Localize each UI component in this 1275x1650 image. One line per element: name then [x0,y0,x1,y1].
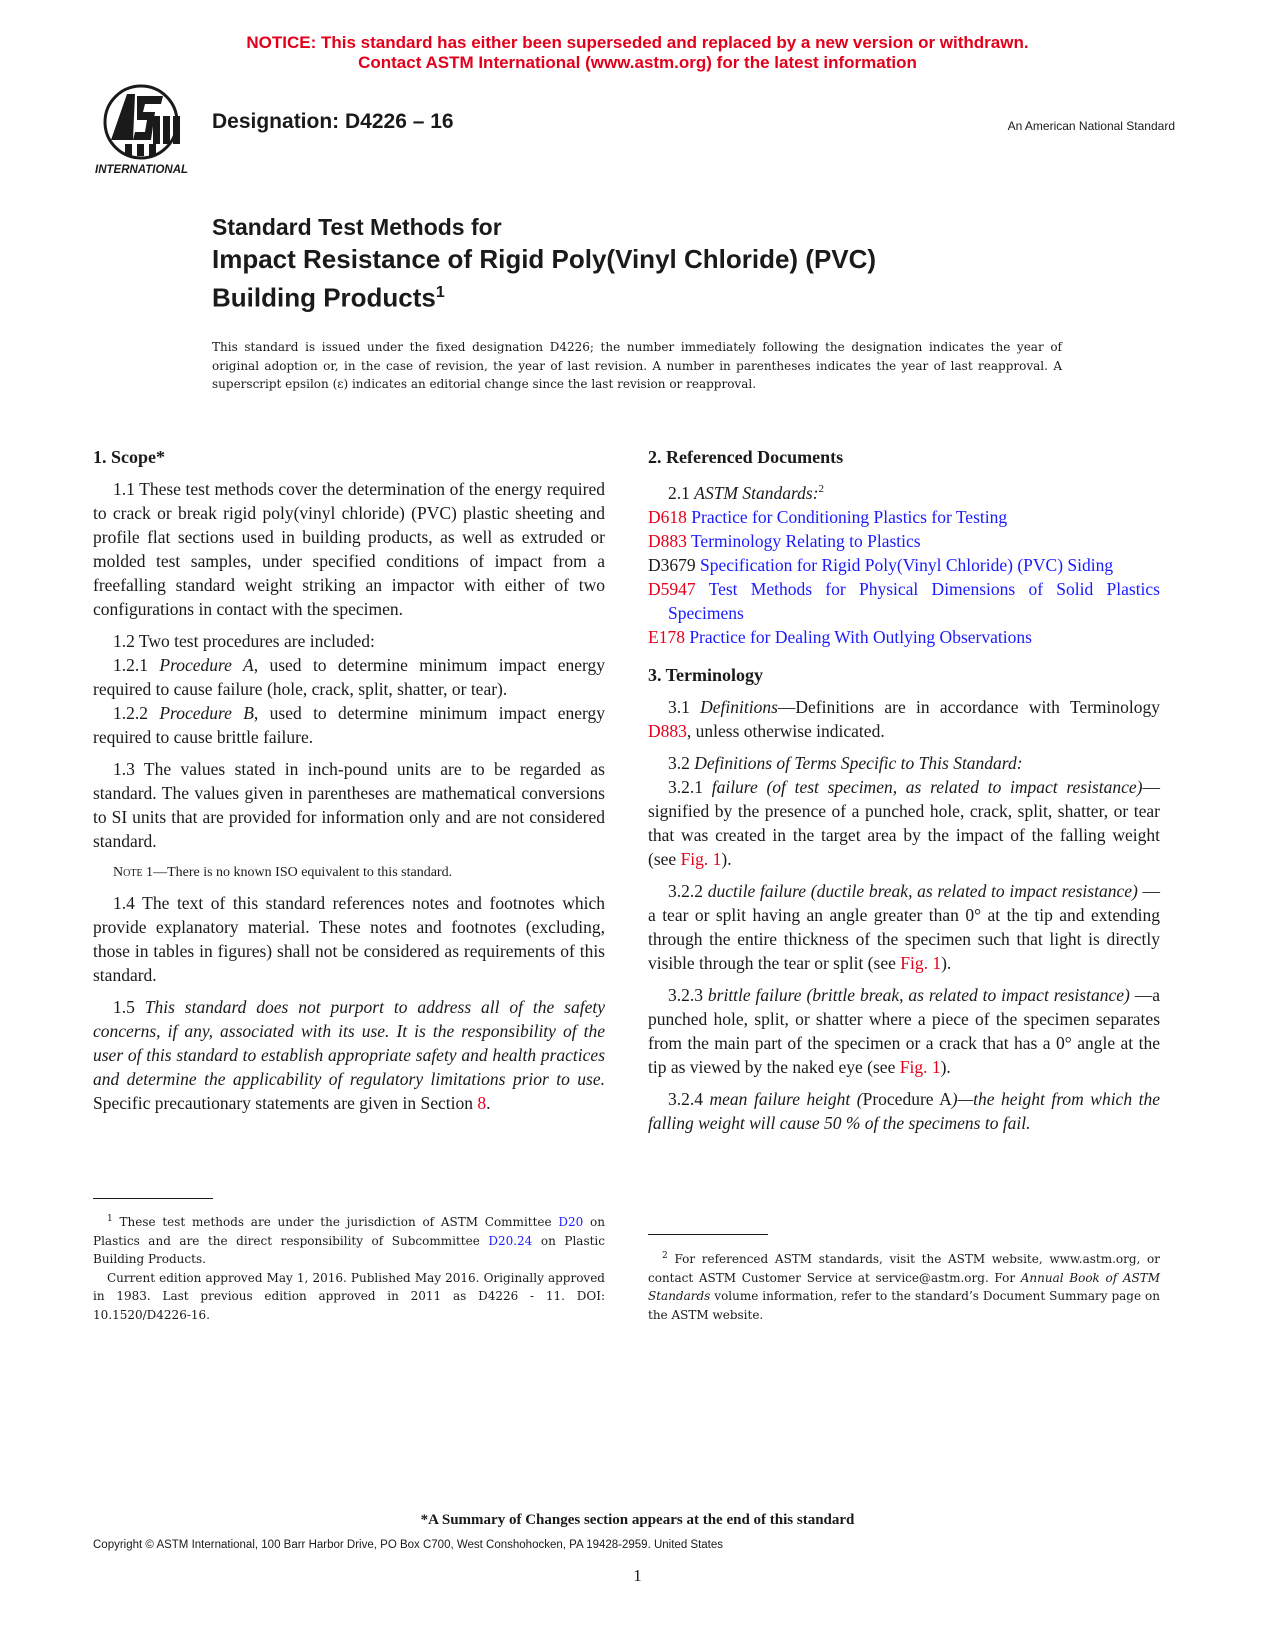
reference-item [648,577,1160,625]
reference-code: D3679 [648,554,696,575]
logo-text: INTERNATIONAL [95,164,189,176]
p321-text: —signified by the presence of a punched hole, crack, split, shatter, or tear that was created in the target area by the impact of the falling weight (see [648,776,1160,869]
p15-end: . [486,1093,491,1113]
p122-num: 1.2.2 [113,703,148,723]
p121-italic: Procedure A, [159,655,259,675]
p321-num: 3.2.1 [668,776,703,797]
p321-end: ). [721,848,732,869]
p122-italic: Procedure B, [159,703,259,723]
p121-num: 1.2.1 [113,655,148,675]
reference-item [648,553,1160,577]
page-number: 1 [633,1566,642,1585]
fn1-mark: 1 [107,1214,113,1224]
p15-text: Specific precautionary statements are given in Section [93,1093,474,1113]
fn1-text-c: on Plastic Building Products. [93,1233,605,1266]
title-line-2: Impact Resistance of Rigid Poly(Vinyl Chloride) (PVC) [212,244,877,274]
copyright: Copyright © ASTM International, 100 Barr Harbor Drive, PO Box C700, West Conshohocken, PA 19428-2959. United States [93,1539,724,1551]
p324-text: )—the height from which the falling weight will cause 50 % of the specimens to fail. [648,1088,1160,1133]
paragraph-1-2: 1.2 Two test procedures are included: [113,631,375,651]
notice-line-1: NOTICE: This standard has either been superseded and replaced by a new version or withdrawn. [246,33,1029,52]
section-heading-referenced-documents: 2. Referenced Documents [648,447,844,467]
p322-end: ). [941,952,952,973]
fn1-text-a: These test methods are under the jurisdiction of ASTM Committee [119,1215,552,1229]
paragraph-1-2-2 [93,701,605,749]
reference-code-link[interactable]: D5947 [648,578,696,599]
footnote-2-text [648,1247,1160,1324]
p32-num: 3.2 [668,752,690,773]
paragraph-3-2-3 [648,983,1160,1079]
fn2-italic: Annual Book of ASTM Standards [648,1270,1161,1303]
issue-statement: This standard is issued under the fixed designation D4226; the number immediately following the designation indicates the year of original adoption or, in the case of revision, the year of last revision. A number in parentheses indicates the year of last reapproval. A superscript epsilon (ε) indicates an editorial change since the last revision or reapproval. [212,340,1062,391]
designation: Designation: D4226 – 16 [212,110,454,133]
note-label: Note 1 [113,865,154,880]
figure-1-link[interactable]: Fig. 1 [680,848,722,869]
right-column [648,445,1160,1143]
summary-of-changes-note: *A Summary of Changes section appears at the end of this standard [420,1512,855,1528]
p322-text: —a tear or split having an angle greater than 0° at the tip and extending through the entire thickness of the specimen such that light is directly visible through the tear or split (see [648,880,1161,973]
fn1-text-b: on Plastics and are the direct responsibility of Subcommittee [93,1215,605,1248]
fn2-text-b: volume information, refer to the standard’s Document Summary page on the ASTM website. [648,1289,1160,1322]
p323-text: —a punched hole, split, or shatter where a piece of the specimen separates from the main part of the specimen or a crack that has a 0° angle at the tip as viewed by the naked eye (see [648,984,1160,1077]
title-line-1: Standard Test Methods for [212,214,502,240]
reference-title-link[interactable]: Practice for Conditioning Plastics for Testing [691,506,1008,527]
p323-italic: brittle failure (brittle break, as related to impact resistance) [707,984,1130,1005]
footnote-1-text [93,1210,605,1269]
paragraph-3-2-2 [648,879,1160,975]
paragraph-1-1: 1.1 These test methods cover the determination of the energy required to crack or break rigid poly(vinyl chloride) (PVC) plastic sheeting and profile flat sections used in building products, as well as extruded or molded test samples, under specified conditions of impact from a freefalling standard weight striking an impactor with either of two configurations in contact with the specimen. [93,479,605,619]
notice-line-2: Contact ASTM International (www.astm.org) for the latest information [358,53,917,72]
p322-italic: ductile failure (ductile break, as related to impact resistance) [707,880,1138,901]
fn2-mark: 2 [662,1251,668,1261]
p15-italic: This standard does not purport to address all of the safety concerns, if any, associated with its use. It is the responsibility of the user of this standard to establish appropriate safety and health practices and determine the applicability of regulatory limitations prior to use. [93,997,605,1089]
paragraph-1-2-1 [93,653,605,701]
p323-num: 3.2.3 [668,984,703,1005]
reference-code-link[interactable]: D618 [648,506,687,527]
footnote-rule-left [93,1198,213,1199]
figure-1-link[interactable]: Fig. 1 [899,1056,941,1077]
p122-text: used to determine minimum impact energy required to cause brittle failure. [93,703,605,747]
title-line-3-text: Building Products [212,282,436,313]
paragraph-1-4: 1.4 The text of this standard references notes and footnotes which provide explanatory material. These notes and footnotes (excluding, those in tables in figures) shall not be considered as requirements of this standard. [93,893,605,985]
section-8-link[interactable]: 8 [477,1093,487,1113]
national-standard-label: An American National Standard [1007,119,1175,133]
p31-end: , unless otherwise indicated. [686,720,885,741]
reference-title-link[interactable]: Specification for Rigid Poly(Vinyl Chloride) (PVC) Siding [700,554,1114,575]
paragraph-2-1 [648,477,1160,505]
p324-mid: Procedure A [862,1088,952,1109]
footnote-1-edition: Current edition approved May 1, 2016. Published May 2016. Originally approved in 1983. Last previous edition approved in 2011 as D4226 - 11. DOI: 10.1520/D4226-16. [93,1270,605,1322]
p121-text: used to determine minimum impact energy required to cause failure (hole, crack, split, shatter, or tear). [93,655,606,699]
withdrawal-notice [0,33,1275,73]
fn2-text-a: For referenced ASTM standards, visit the ASTM website, www.astm.org, or contact ASTM Customer Service at service@astm.org. For [648,1252,1160,1285]
p324-num: 3.2.4 [668,1088,703,1109]
reference-title-link[interactable]: Terminology Relating to Plastics [690,530,921,551]
footnote-2 [648,1247,1160,1324]
paragraph-3-2-1 [648,775,1160,871]
note-1 [93,861,605,885]
reference-item [648,505,1160,529]
paragraph-1-3: 1.3 The values stated in inch-pound units are to be regarded as standard. The values given in parentheses are mathematical conversions to SI units that are provided for information only and are not considered standard. [93,759,605,851]
document-title [212,212,876,315]
reference-item [648,625,1160,649]
p21-sup: 2 [818,483,825,495]
paragraph-1-5 [93,995,605,1115]
p323-end: ). [940,1056,951,1077]
paragraph-3-2-4 [648,1087,1160,1135]
note-text: —There is no known ISO equivalent to this standard. [153,865,453,880]
p21-num: 2.1 [668,482,690,503]
p21-italic: ASTM Standards: [694,482,819,503]
reference-list [648,505,1160,649]
left-column [93,445,605,1123]
astm-logo [93,82,201,178]
p32-italic: Definitions of Terms Specific to This Standard: [694,752,1023,773]
footnote-rule-right [648,1234,768,1235]
p31-text: —Definitions are in accordance with Terminology [777,696,1160,717]
section-heading-scope: 1. Scope* [93,447,165,467]
section-heading-terminology: 3. Terminology [648,664,764,685]
d883-link[interactable]: D883 [648,720,687,741]
reference-title-link[interactable]: Practice for Dealing With Outlying Observations [689,626,1032,647]
paragraph-3-2 [648,751,1160,775]
footnote-1 [93,1210,605,1324]
p31-italic: Definitions [700,696,778,717]
reference-code-link[interactable]: E178 [648,626,685,647]
reference-code-link[interactable]: D883 [648,530,687,551]
reference-title-link[interactable]: Test Methods for Physical Dimensions of Solid Plastics Specimens [668,578,1160,623]
reference-item [648,529,1160,553]
paragraph-3-1 [648,695,1160,743]
p322-num: 3.2.2 [668,880,703,901]
p31-num: 3.1 [668,696,690,717]
committee-d20-link[interactable]: D20 [558,1215,584,1229]
title-footnote-mark: 1 [435,284,445,301]
p324-italic: mean failure height ( [709,1088,863,1109]
p321-italic: failure (of test specimen, as related to impact resistance) [711,776,1143,797]
subcommittee-d2024-link[interactable]: D20.24 [488,1233,533,1248]
p15-num: 1.5 [113,997,135,1017]
figure-1-link[interactable]: Fig. 1 [900,952,942,973]
title-line-3 [212,276,876,315]
